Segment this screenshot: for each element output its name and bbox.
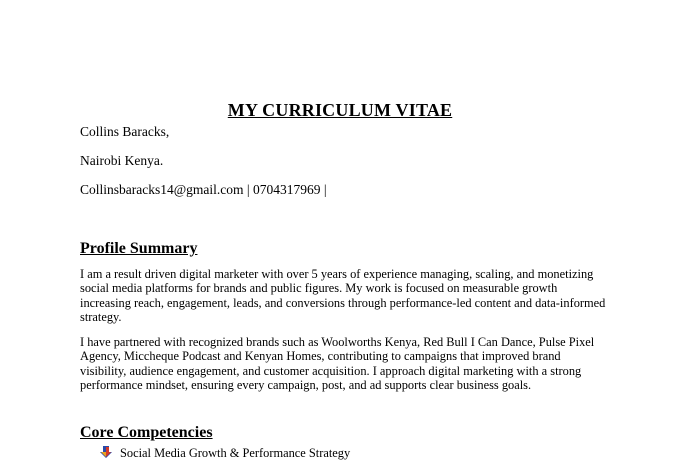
document-title: MY CURRICULUM VITAE	[227, 100, 453, 120]
text-line: increasing reach, engagement, leads, and conversions through performance-led content and data-informed	[80, 295, 606, 310]
text-line: performance mindset, ensuring every campaign, post, and ad supports clear business goals.	[80, 377, 532, 392]
contact-name: Collins Baracks,	[80, 124, 170, 139]
text-line: strategy.	[80, 309, 122, 324]
profile-summary-heading: Profile Summary	[80, 240, 198, 257]
text-line: social media platforms for brands and public figures. My work is focused on measurable growth	[80, 281, 558, 296]
list-item-label: Social Media Growth & Performance Strategy	[120, 446, 351, 460]
text-line: I have partnered with recognized brands such as Woolworths Kenya, Red Bull I Can Dance, Pulse Pixel	[80, 335, 595, 349]
core-competencies-heading: Core Competencies	[80, 424, 213, 441]
contact-location: Nairobi Kenya.	[80, 153, 164, 168]
text-line: I am a result driven digital marketer with over 5 years of experience managing, scaling, and monetizing	[80, 267, 594, 281]
arrow-bullet-icon	[100, 446, 112, 458]
contact-details: Collinsbaracks14@gmail.com | 0704317969 |	[80, 182, 327, 197]
text-line: Agency, Miccheque Podcast and Kenyan Homes, contributing to campaigns that improved brand	[80, 349, 561, 364]
text-line: visibility, audience engagement, and customer acquisition. I approach digital marketing with a strong	[80, 363, 582, 378]
profile-paragraph-2	[80, 335, 620, 392]
list-item	[100, 446, 350, 460]
profile-paragraph-1	[80, 267, 620, 324]
